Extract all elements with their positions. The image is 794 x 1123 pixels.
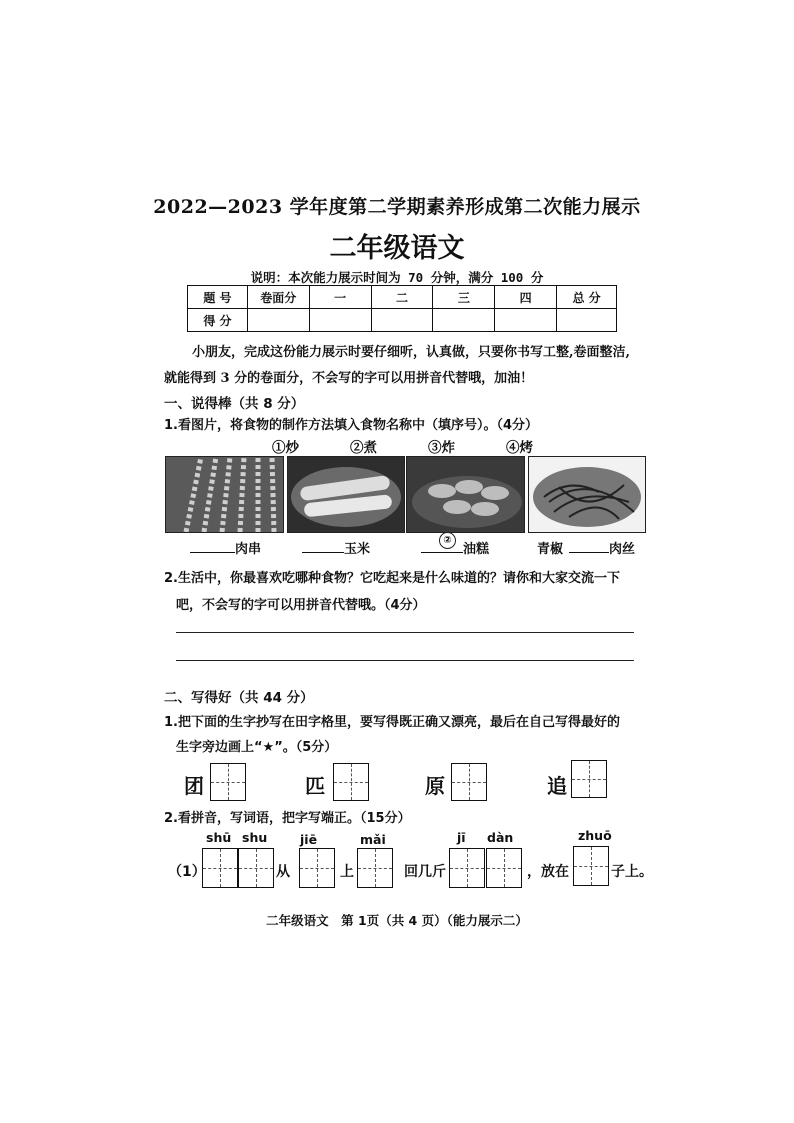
score-input-cell[interactable] [557, 309, 617, 332]
section1-heading: 一、说得棒（共 8 分） [164, 396, 305, 412]
score-input-cell[interactable] [433, 309, 495, 332]
answer-line[interactable] [176, 632, 634, 633]
section1-q1: 1.看图片，将食物的制作方法填入食物名称中（填序号）。（4分） [164, 418, 539, 433]
section1-q2-line1: 2.生活中，你最喜欢吃哪种食物？它吃起来是什么味道的？请你和大家交流一下 [164, 571, 620, 586]
score-cell: 三 [433, 286, 495, 309]
score-cell: 总 分 [557, 286, 617, 309]
text-segment: 回几斤 [404, 864, 446, 880]
handwritten-answer: ② [439, 532, 456, 549]
section1-q2-line2: 吧，不会写的字可以用拼音代替哦。（4分） [176, 598, 426, 613]
score-table-score-row [188, 309, 617, 332]
section2-heading: 二、写得好（共 44 分） [164, 690, 314, 706]
text-segment: 子上。 [611, 864, 653, 880]
pinyin: shū [206, 830, 232, 845]
tianzige-box[interactable] [449, 848, 485, 888]
page-footer: 二年级语文 第 1页（共 4 页）（能力展示二） [266, 913, 528, 928]
pinyin: shu [242, 830, 268, 845]
score-input-cell[interactable] [495, 309, 557, 332]
food-label: 青椒 [537, 542, 564, 557]
pepper-photo [528, 456, 646, 533]
answer-blank[interactable] [302, 538, 344, 553]
exam-title: 2022—2023 学年度第二学期素养形成第二次能力展示 [153, 196, 641, 218]
score-input-cell[interactable] [371, 309, 433, 332]
text-segment: 从 [276, 864, 290, 880]
tianzige-box[interactable] [210, 763, 246, 801]
fried-cake-image [407, 457, 524, 532]
score-table [187, 285, 617, 332]
score-input-cell[interactable] [247, 309, 309, 332]
answer-blank[interactable] [421, 535, 463, 553]
answer-blank[interactable] [569, 538, 609, 553]
copy-character: 匹 [305, 774, 325, 798]
exam-note: 说明：本次能力展示时间为 70 分钟，满分 100 分 [250, 270, 544, 285]
item-number: （1） [168, 864, 206, 880]
fried-cake-photo [406, 456, 525, 533]
text-segment: 上 [340, 864, 354, 880]
exam-subtitle: 二年级语文 [329, 233, 465, 264]
corn-image [288, 457, 404, 532]
food-label: 油糕 [463, 542, 490, 557]
score-input-cell[interactable] [309, 309, 371, 332]
pepper-image [529, 457, 645, 532]
copy-character: 原 [425, 774, 445, 798]
tianzige-box[interactable] [333, 763, 369, 801]
food-label: 玉米 [344, 542, 371, 557]
pinyin: jiē [300, 832, 318, 847]
score-cell: 四 [495, 286, 557, 309]
score-cell: 卷面分 [247, 286, 309, 309]
tianzige-box[interactable] [299, 848, 335, 888]
method-label: ④烤 [506, 440, 533, 456]
text-segment: ，放在 [527, 864, 569, 880]
answer-line[interactable] [176, 660, 634, 661]
tianzige-box[interactable] [202, 848, 238, 888]
tianzige-box[interactable] [357, 848, 393, 888]
copy-character: 追 [547, 774, 567, 798]
score-cell: 题 号 [188, 286, 248, 309]
score-cell: 二 [371, 286, 433, 309]
score-cell: 一 [309, 286, 371, 309]
tianzige-box[interactable] [238, 848, 274, 888]
score-table-header-row [188, 286, 617, 309]
copy-character: 团 [184, 774, 204, 798]
score-cell: 得 分 [188, 309, 248, 332]
kebab-photo [165, 456, 284, 533]
tianzige-box[interactable] [486, 848, 522, 888]
section2-q1-line1: 1.把下面的生字抄写在田字格里，要写得既正确又漂亮，最后在自己写得最好的 [164, 715, 620, 730]
tianzige-box[interactable] [573, 846, 609, 886]
answer-blank[interactable] [190, 538, 235, 553]
pinyin: zhuō [578, 828, 612, 843]
tianzige-box[interactable] [571, 760, 607, 798]
pinyin: mǎi [360, 832, 386, 847]
corn-photo [287, 456, 405, 533]
food-label: 肉串 [235, 542, 262, 557]
food-label: 肉丝 [609, 542, 636, 557]
method-label: ③炸 [428, 440, 455, 456]
tianzige-box[interactable] [451, 763, 487, 801]
method-label: ①炒 [272, 440, 299, 456]
pinyin: jī [457, 830, 466, 845]
section2-q2: 2.看拼音，写词语，把字写端正。（15分） [164, 811, 411, 826]
intro-text: 小朋友，完成这份能力展示时要仔细听，认真做，只要你书写工整,卷面整洁,就能得到 3 分的卷面分，不会写的字可以用拼音代替哦，加油！ [164, 345, 631, 386]
kebab-image [166, 457, 283, 532]
pinyin: dàn [487, 830, 514, 845]
section2-q1-line2: 生字旁边画上“★”。（5分） [176, 740, 338, 755]
method-label: ②煮 [350, 440, 377, 456]
